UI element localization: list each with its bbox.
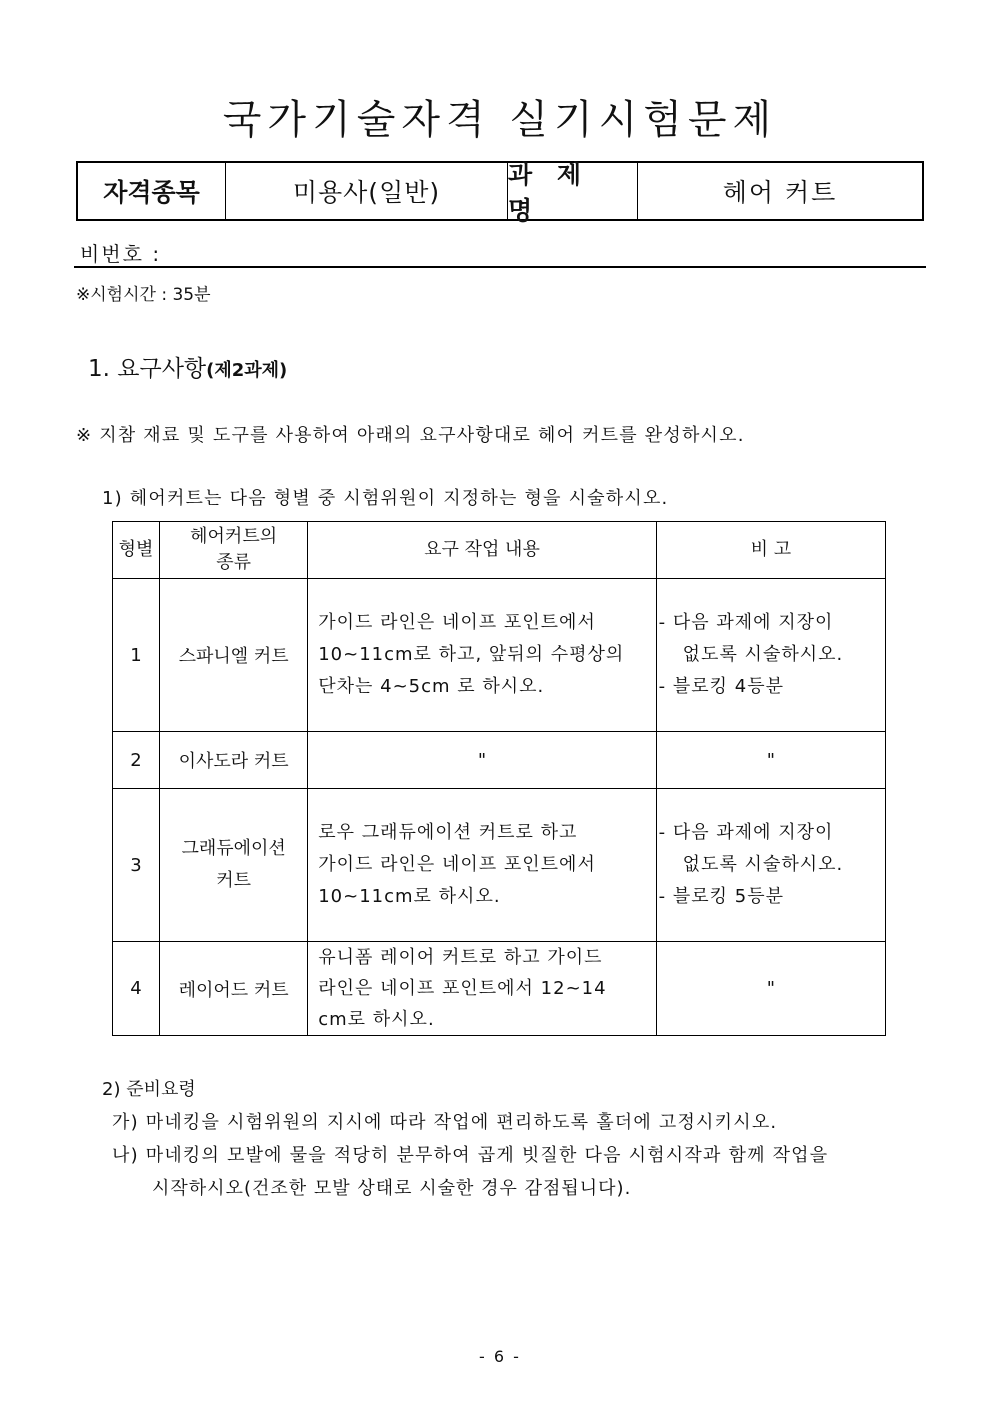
header-requirement: 요구 작업 내용 [308, 522, 656, 579]
req-line: 가이드 라인은 네이프 포인트에서 [318, 612, 596, 633]
row-no: 3 [113, 789, 160, 942]
page-number: - 6 - [479, 1347, 521, 1366]
row-remarks: " [656, 942, 885, 1036]
header-type-line1: 헤어커트의 [190, 526, 278, 547]
table-row [113, 789, 886, 942]
instruction-note: ※ 지참 재료 및 도구를 사용하여 아래의 요구사항대로 헤어 커트를 완성하시오. [76, 425, 745, 446]
task-label: 과 제 명 [508, 163, 638, 219]
section-heading [88, 350, 287, 383]
remark-line: - 다음 과제에 지장이 [658, 612, 834, 633]
table-header-row [113, 522, 886, 579]
row-requirement [308, 789, 656, 942]
prep-item-na: 나) 마네킹의 모발에 물을 적당히 분무하여 곱게 빗질한 다음 시험시작과 함께 작업을 [112, 1145, 829, 1166]
row-no: 4 [113, 942, 160, 1036]
row-requirement [308, 579, 656, 732]
prep-item-na-continued: 시작하시오(건조한 모발 상태로 시술한 경우 감점됩니다). [152, 1178, 632, 1199]
prep-title: 2) 준비요령 [102, 1079, 196, 1100]
req-line: 로우 그래듀에이션 커트로 하고 [318, 822, 578, 843]
row-requirement [308, 942, 656, 1036]
row-no: 1 [113, 579, 160, 732]
remark-line: - 다음 과제에 지장이 [658, 822, 834, 843]
table-row [113, 732, 886, 789]
table-row [113, 579, 886, 732]
remark-line: 없도록 시술하시오. [682, 854, 844, 875]
section-subtitle: (제2과제) [206, 360, 288, 381]
req-line: 라인은 네이프 포인트에서 12~14 [318, 978, 607, 999]
row-remarks [656, 789, 885, 942]
row-type [160, 789, 308, 942]
row-requirement: " [308, 732, 656, 789]
row-type: 스파니엘 커트 [160, 579, 308, 732]
document-title: 국가기술자격 실기시험문제 [222, 97, 778, 143]
row-no: 2 [113, 732, 160, 789]
requirements-table [112, 521, 886, 1036]
remark-line: - 블로킹 5등분 [658, 886, 785, 907]
prep-item-ga: 가) 마네킹을 시험위원의 지시에 따라 작업에 편리하도록 홀더에 고정시키시오. [112, 1112, 778, 1133]
task-value: 헤어 커트 [722, 178, 838, 207]
req-line: 10~11cm로 하고, 앞뒤의 수평상의 [318, 644, 625, 665]
header-type [160, 522, 308, 579]
qualification-value: 미용사(일반) [226, 163, 508, 219]
divider [74, 266, 926, 268]
row-type: 이사도라 커트 [160, 732, 308, 789]
section-title: 1. 요구사항 [88, 356, 207, 382]
req-line: 유니폼 레이어 커트로 하고 가이드 [318, 947, 603, 968]
secret-number-label: 비번호 : [80, 242, 162, 266]
type-line2: 커트 [216, 870, 252, 891]
exam-info-table [76, 160, 924, 225]
exam-time: ※시험시간 : 35분 [76, 285, 211, 305]
header-type-line2: 종류 [216, 552, 252, 573]
row-type: 레이어드 커트 [160, 942, 308, 1036]
remark-line: - 블로킹 4등분 [658, 676, 785, 697]
req-line: 가이드 라인은 네이프 포인트에서 [318, 854, 596, 875]
type-line1: 그래듀에이션 [181, 838, 286, 859]
req-line: 10~11cm로 하시오. [318, 886, 501, 907]
header-remarks: 비 고 [656, 522, 885, 579]
remark-line: 없도록 시술하시오. [682, 644, 844, 665]
qualification-label: 자격종목 [78, 163, 226, 219]
row-remarks [656, 579, 885, 732]
req-line: cm로 하시오. [318, 1009, 435, 1030]
req-line: 단차는 4~5cm 로 하시오. [318, 676, 545, 697]
header-no: 형별 [113, 522, 160, 579]
row-remarks: " [656, 732, 885, 789]
table-row [113, 942, 886, 1036]
item-1: 1) 헤어커트는 다음 형별 중 시험위원이 지정하는 형을 시술하시오. [102, 488, 669, 509]
